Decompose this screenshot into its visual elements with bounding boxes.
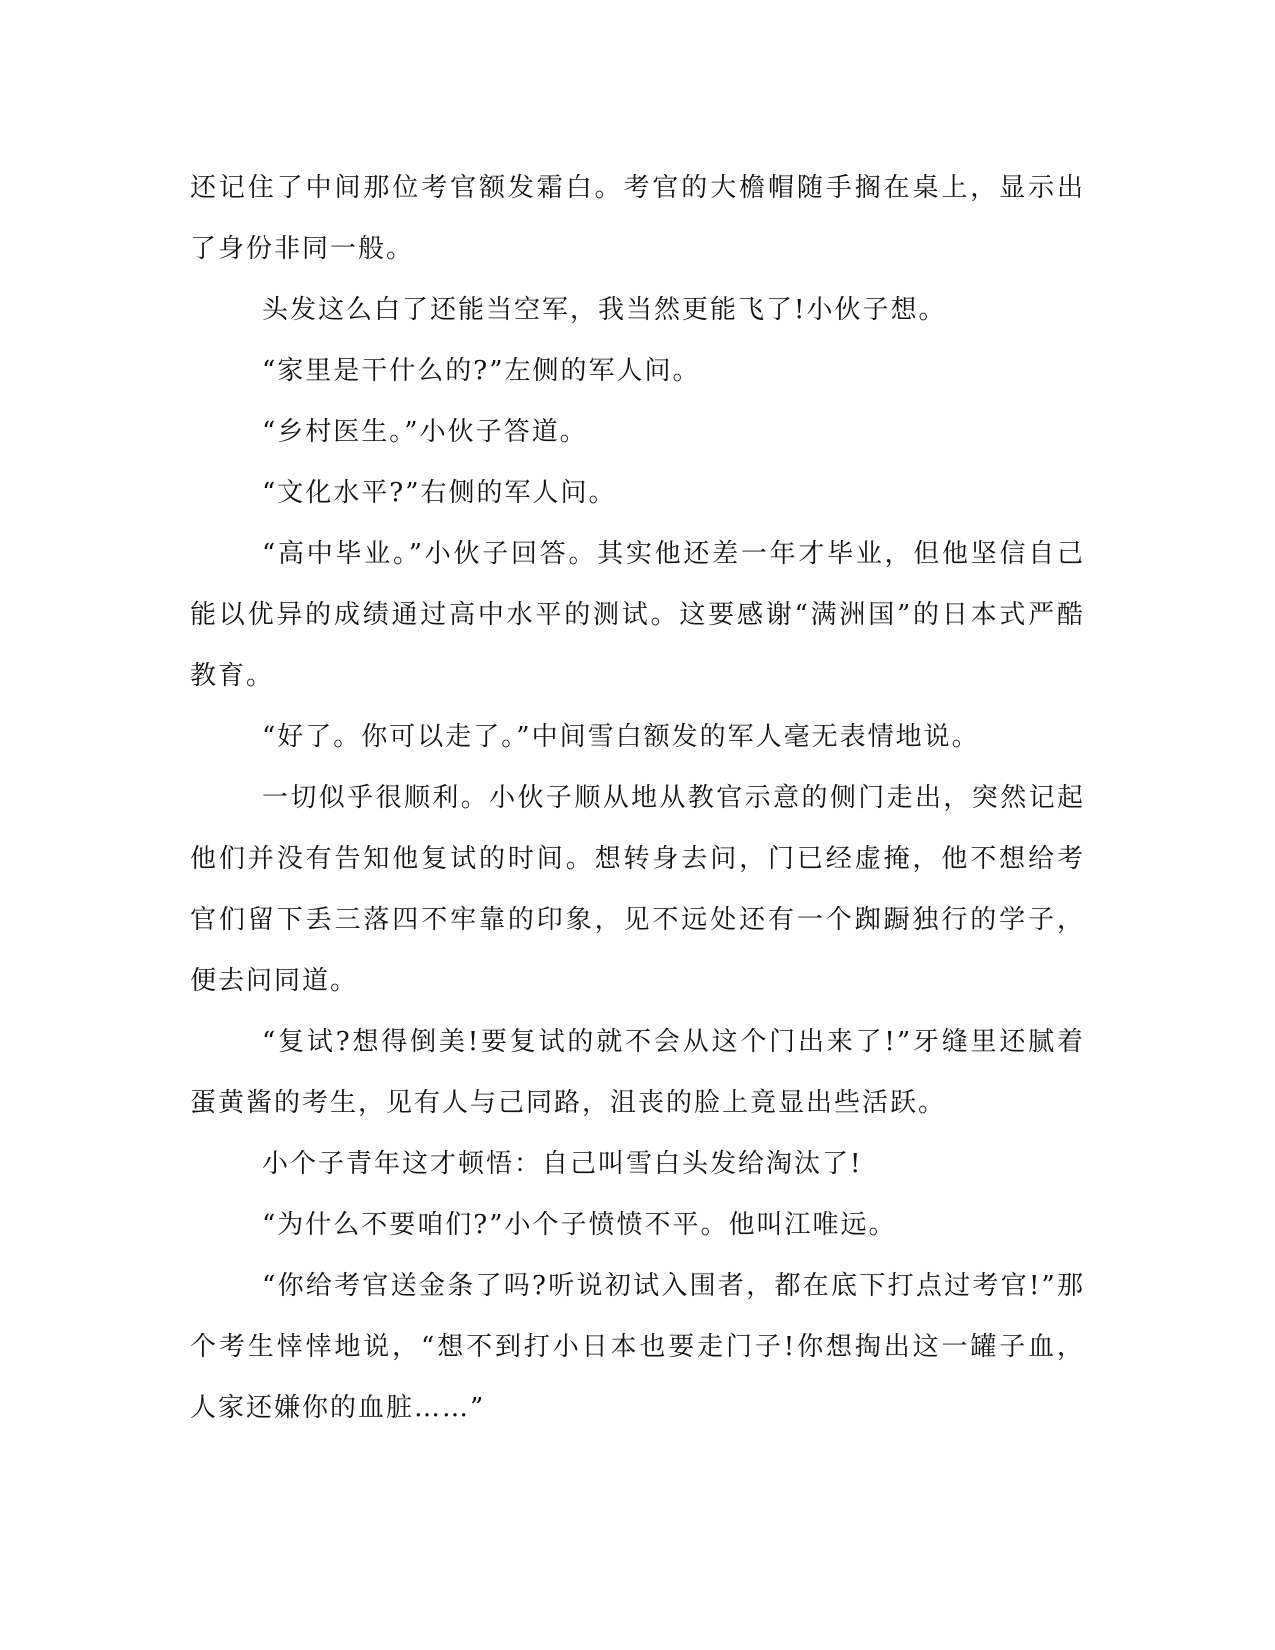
paragraph: “你给考官送金条了吗?听说初试入围者，都在底下打点过考官!”那个考生悻悻地说，“想不到打小日本也要走门子!你想掏出这一罐子血，人家还嫌你的血脏……” xyxy=(190,1271,1085,1423)
body-text xyxy=(190,158,1085,1439)
paragraph: 还记住了中间那位考官额发霜白。考官的大檐帽随手搁在桌上，显示出了身份非同一般。 xyxy=(190,173,1085,264)
paragraph: “乡村医生。”小伙子答道。 xyxy=(262,417,588,447)
paragraph: “好了。你可以走了。”中间雪白额发的军人毫无表情地说。 xyxy=(262,722,980,752)
paragraph: 一切似乎很顺利。小伙子顺从地从教官示意的侧门走出，突然记起他们并没有告知他复试的时间。想转身去问，门已经虚掩，他不想给考官们留下丢三落四不牢靠的印象，见不远处还有一个踟蹰独行的学子，便去问同道。 xyxy=(190,783,1085,996)
paragraph: “高中毕业。”小伙子回答。其实他还差一年才毕业，但他坚信自己能以优异的成绩通过高中水平的测试。这要感谢“满洲国”的日本式严酷教育。 xyxy=(190,539,1085,691)
paragraph: 头发这么白了还能当空军，我当然更能飞了!小伙子想。 xyxy=(262,295,947,325)
paragraph: “文化水平?”右侧的军人问。 xyxy=(262,478,617,508)
paragraph: “为什么不要咱们?”小个子愤愤不平。他叫江唯远。 xyxy=(262,1210,897,1240)
paragraph: “复试?想得倒美!要复试的就不会从这个门出来了!”牙缝里还腻着蛋黄酱的考生，见有人与己同路，沮丧的脸上竟显出些活跃。 xyxy=(190,1027,1085,1118)
paragraph: 小个子青年这才顿悟：自己叫雪白头发给淘汰了! xyxy=(262,1149,863,1179)
paragraph: “家里是干什么的?”左侧的军人问。 xyxy=(262,356,701,386)
